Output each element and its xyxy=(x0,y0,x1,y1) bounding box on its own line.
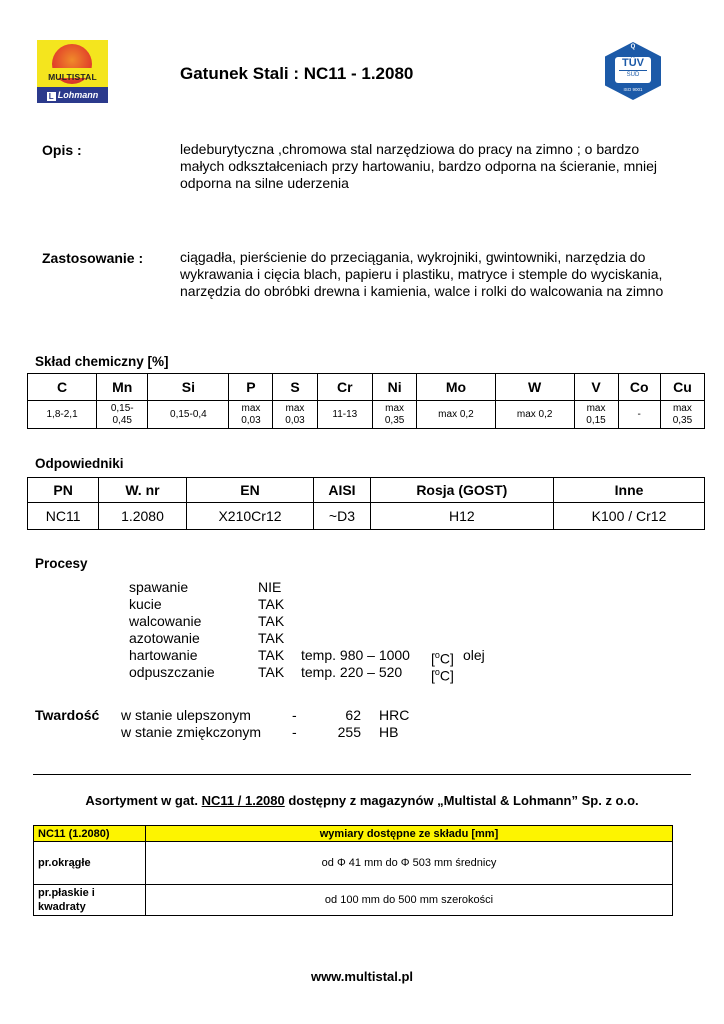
hardness-state: w stanie ulepszonym xyxy=(121,707,251,723)
hardness-value: 62 xyxy=(345,707,361,723)
zastosowanie-line: wykrawania i cięcia blach, papieru i plastiku, matryce i stemple do wyciskania, xyxy=(180,266,663,282)
process-value: TAK xyxy=(258,630,285,646)
eq-header-cell: AISI xyxy=(314,478,370,503)
chem-value-cell: 11-13 xyxy=(317,401,373,429)
chem-value-cell: max 0,2 xyxy=(417,401,496,429)
equivalents-table xyxy=(27,477,705,530)
eq-value-cell: NC11 xyxy=(28,503,99,530)
dimensions-desc: od Φ 41 mm do Φ 503 mm średnicy xyxy=(146,842,673,885)
process-name: azotowanie xyxy=(129,630,200,646)
process-temp: temp. 220 – 520 xyxy=(301,664,403,680)
eq-value-cell: H12 xyxy=(370,503,553,530)
process-name: walcowanie xyxy=(129,613,202,629)
process-unit: [$^o$C] xyxy=(431,667,454,684)
chem-value-cell: max 0,2 xyxy=(495,401,574,429)
assortment-grade: NC11 / 1.2080 xyxy=(201,793,285,808)
process-name: kucie xyxy=(129,596,162,612)
dimensions-row xyxy=(34,885,673,916)
hardness-dash: - xyxy=(292,707,297,723)
hardness-state: w stanie zmiękczonym xyxy=(121,724,262,740)
hardness-value: 255 xyxy=(337,724,361,740)
dimensions-row xyxy=(34,842,673,885)
eq-header-cell: Rosja (GOST) xyxy=(370,478,553,503)
chem-value-cell: max 0,35 xyxy=(660,401,704,429)
dimensions-header-right: wymiary dostępne ze składu [mm] xyxy=(146,826,673,842)
chem-header-cell: Cu xyxy=(660,374,704,401)
hardness-list xyxy=(121,707,441,741)
chemical-heading: Skład chemiczny [%] xyxy=(35,354,169,369)
chem-value-cell: max 0,03 xyxy=(229,401,273,429)
process-value: TAK xyxy=(258,664,285,680)
tuv-text: TÜV xyxy=(622,57,644,69)
process-value: NIE xyxy=(258,579,282,595)
chem-header-cell: S xyxy=(273,374,317,401)
zastosowanie-label: Zastosowanie : xyxy=(42,250,144,266)
process-value: TAK xyxy=(258,596,285,612)
eq-header-cell: PN xyxy=(28,478,99,503)
tuv-sub: SÜD xyxy=(619,70,647,79)
logo-sub-box: L xyxy=(47,92,56,101)
dimensions-desc: od 100 mm do 500 mm szerokości xyxy=(146,885,673,916)
dimensions-header-row xyxy=(34,826,673,842)
divider xyxy=(33,774,691,775)
chem-value-cell: 0,15-0,4 xyxy=(148,401,229,429)
tuv-certification-badge xyxy=(597,40,670,102)
website-link[interactable]: www.multistal.pl xyxy=(310,969,414,984)
dimensions-type: pr.płaskie i kwadraty xyxy=(34,885,146,916)
chem-header-cell: Co xyxy=(618,374,660,401)
eq-value-cell: 1.2080 xyxy=(99,503,186,530)
eq-value-cell: X210Cr12 xyxy=(186,503,314,530)
equivalents-header-row xyxy=(28,478,705,503)
hardness-row xyxy=(121,724,441,741)
hardness-label: Twardość xyxy=(35,707,100,723)
hardness-unit: HB xyxy=(379,724,399,740)
zastosowanie-text xyxy=(180,249,700,300)
processes-heading: Procesy xyxy=(35,556,88,571)
process-value: TAK xyxy=(258,647,285,663)
chem-value-cell: max 0,35 xyxy=(373,401,417,429)
chem-value-cell: 0,15- 0,45 xyxy=(97,401,148,429)
process-unit: [$^o$C] xyxy=(431,650,454,667)
chem-header-cell: P xyxy=(229,374,273,401)
opis-label: Opis : xyxy=(42,142,82,158)
multistal-logo xyxy=(37,40,108,103)
chem-header-cell: Mn xyxy=(97,374,148,401)
dimensions-table xyxy=(33,825,673,916)
eq-header-cell: W. nr xyxy=(99,478,186,503)
tuv-q-mark: Q xyxy=(630,44,636,50)
chemical-header-row xyxy=(28,374,705,401)
dimensions-header-left: NC11 (1.2080) xyxy=(34,826,146,842)
process-value: TAK xyxy=(258,613,285,629)
chem-value-cell: - xyxy=(618,401,660,429)
hardness-dash: - xyxy=(292,724,297,740)
chem-header-cell: W xyxy=(495,374,574,401)
chem-header-cell: V xyxy=(574,374,618,401)
chem-header-cell: Mo xyxy=(417,374,496,401)
zastosowanie-line: ciągadła, pierścienie do przeciągania, wykrojniki, gwintowniki, narzędzia do xyxy=(180,249,646,265)
eq-header-cell: EN xyxy=(186,478,314,503)
opis-text xyxy=(180,141,700,192)
dimensions-type: pr.okrągłe xyxy=(34,842,146,885)
opis-line: małych odkształceniach przy hartowaniu, bardzo odporna na ścieranie, mniej xyxy=(180,158,658,174)
chem-header-cell: Si xyxy=(148,374,229,401)
chem-header-cell: Cr xyxy=(317,374,373,401)
tuv-iso: ISO 9001 xyxy=(623,87,643,92)
opis-line: ledeburytyczna ,chromowa stal narzędziowa do pracy na zimno ; o bardzo xyxy=(180,141,640,157)
equivalents-heading: Odpowiedniki xyxy=(35,456,124,471)
chemical-table xyxy=(27,373,705,429)
chem-value-cell: max 0,15 xyxy=(574,401,618,429)
process-name: spawanie xyxy=(129,579,189,595)
chem-value-cell: max 0,03 xyxy=(273,401,317,429)
zastosowanie-line: narzędzia do obróbki drewna i kamienia, walce i rolki do walcowania na zimno xyxy=(180,283,664,299)
chemical-value-row xyxy=(28,401,705,429)
process-extra: olej xyxy=(463,647,485,663)
hardness-row xyxy=(121,707,441,724)
process-temp: temp. 980 – 1000 xyxy=(301,647,410,663)
hardness-unit: HRC xyxy=(379,707,410,723)
chem-header-cell: Ni xyxy=(373,374,417,401)
eq-value-cell: ~D3 xyxy=(314,503,370,530)
equivalents-value-row xyxy=(28,503,705,530)
chem-value-cell: 1,8-2,1 xyxy=(28,401,97,429)
page-title: Gatunek Stali : NC11 - 1.2080 xyxy=(180,64,414,83)
eq-header-cell: Inne xyxy=(554,478,705,503)
opis-line: odporna na silne uderzenia xyxy=(180,175,349,191)
logo-text: MULTISTAL xyxy=(48,72,97,82)
process-name: odpuszczanie xyxy=(129,664,215,680)
eq-value-cell: K100 / Cr12 xyxy=(554,503,705,530)
assortment-line: Asortyment w gat. NC11 / 1.2080 dostępny z magazynów „Multistal & Lohmann” Sp. z o.o. xyxy=(85,793,639,808)
chem-header-cell: C xyxy=(28,374,97,401)
process-name: hartowanie xyxy=(129,647,198,663)
logo-sub-text: Lohmann xyxy=(57,90,99,100)
